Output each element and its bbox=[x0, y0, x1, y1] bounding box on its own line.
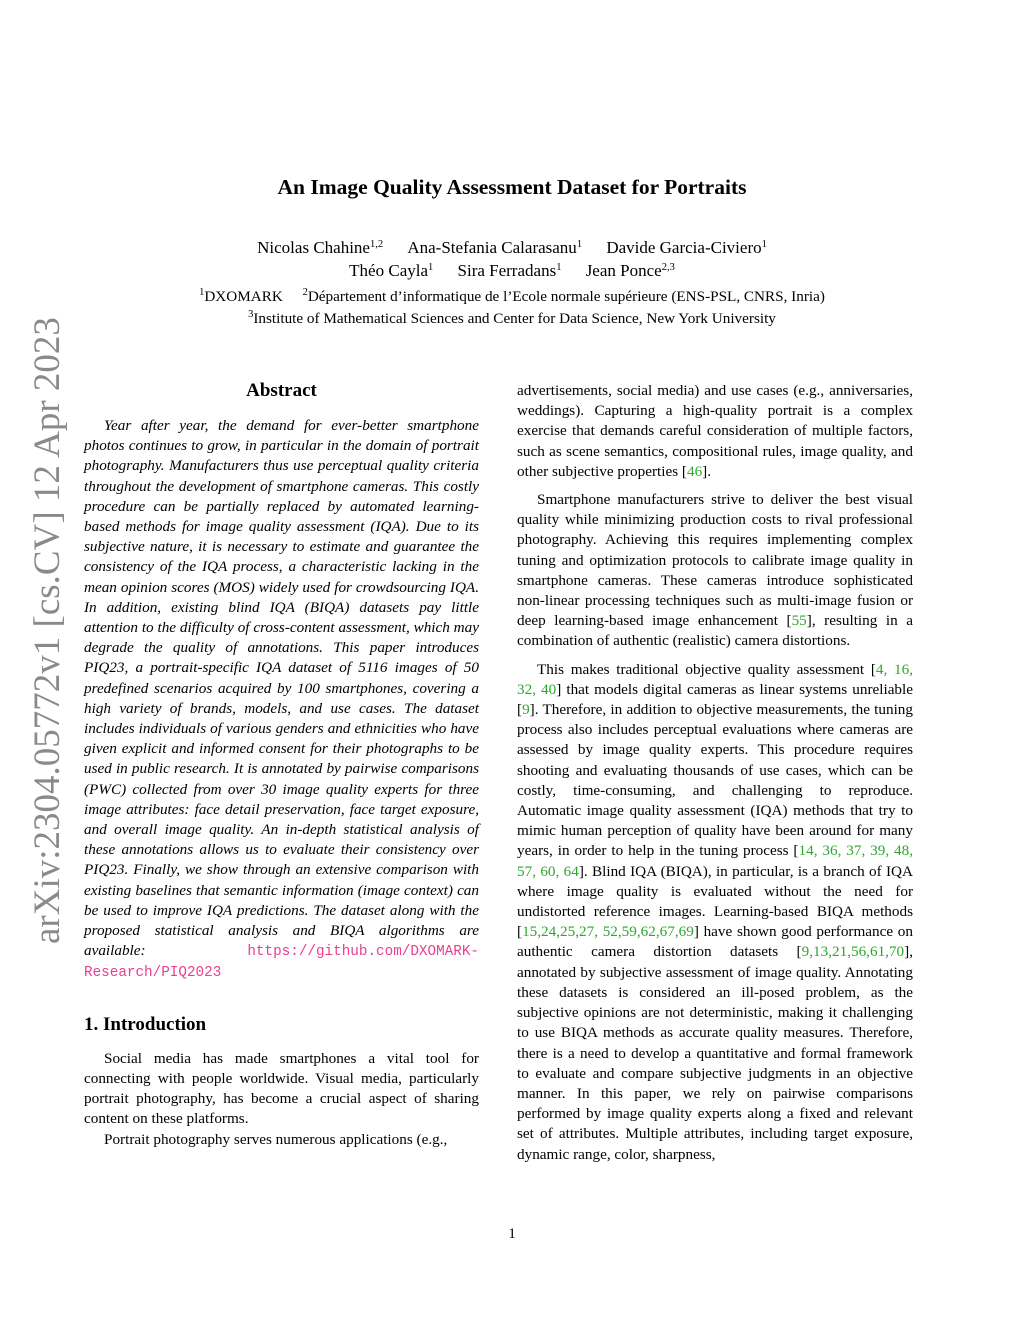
section-heading-introduction: 1. Introduction bbox=[84, 1013, 207, 1035]
author-name: Ana-Stefania Calarasanu bbox=[407, 238, 577, 257]
paper-title: An Image Quality Assessment Dataset for Portraits bbox=[277, 175, 747, 199]
author-name: Théo Cayla bbox=[349, 261, 429, 280]
arxiv-identifier-stamp: arXiv:2304.05772v1 [cs.CV] 12 Apr 2023 bbox=[27, 317, 68, 944]
abstract-heading: Abstract bbox=[246, 380, 317, 401]
citation-link[interactable]: 9 bbox=[522, 701, 530, 719]
author-row-2 bbox=[80, 259, 944, 282]
author-affiliation-mark: 2,3 bbox=[661, 262, 675, 273]
dataset-link[interactable]: https://github.com/DXOMARK-Research/PIQ2023 bbox=[84, 944, 479, 982]
body-paragraph bbox=[517, 381, 913, 482]
citation-link[interactable]: 14, 36, 37, 39, 48, 57, 60, 64 bbox=[517, 842, 913, 880]
affiliation-row-1 bbox=[80, 286, 944, 308]
author-affiliation-mark: 1 bbox=[556, 262, 562, 273]
author-name: Sira Ferradans bbox=[457, 261, 557, 280]
author-affiliation-mark: 1 bbox=[428, 262, 434, 273]
paragraph-text: ]. Therefore, in addition to objective measurements, the tuning process also includes perceptual evaluations where cameras are assessed by image quality experts. This procedure requires shooting and evaluating thousands of use cases, which can be costly, time-consuming, and challenging to reproduce. Automatic image quality assessment (IQA) methods that try to mimic human perception of quality have been around for many years, in order to help in the tuning process [ bbox=[517, 701, 913, 860]
affiliation-list bbox=[80, 286, 944, 330]
author-name: Davide Garcia-Civiero bbox=[606, 238, 762, 257]
affiliation-name: DXOMARK bbox=[204, 288, 283, 305]
citation-link[interactable]: 15,24,25,27, 52,59,62,67,69 bbox=[522, 923, 694, 941]
paragraph-text: advertisements, social media) and use cases (e.g., anniversaries, weddings). Capturing a high-quality portrait is a complex exercise that demands careful consideration of multiple factors, such as scene semantics, compositional rules, image quality, and other subjective properties [ bbox=[517, 382, 913, 480]
citation-link[interactable]: 55 bbox=[791, 612, 807, 630]
paragraph-text: ]. Blind IQA (BIQA), in particular, is a branch of IQA where image quality is evaluated without the need for undistorted reference images. Learning-based BIQA methods [ bbox=[517, 862, 913, 941]
paragraph-text: ] that models digital cameras as linear systems unreliable [ bbox=[517, 680, 913, 719]
author bbox=[349, 261, 433, 280]
affiliation-mark: 1 bbox=[199, 287, 205, 298]
right-column bbox=[517, 381, 913, 1173]
affiliation bbox=[303, 288, 825, 305]
left-column bbox=[84, 378, 479, 1150]
intro-paragraph-2: Portrait photography serves numerous applications (e.g., bbox=[104, 1130, 448, 1148]
author bbox=[257, 238, 383, 257]
author-name: Nicolas Chahine bbox=[257, 238, 370, 257]
affiliation bbox=[248, 310, 776, 327]
page-number: 1 bbox=[508, 1225, 516, 1242]
affiliation bbox=[199, 288, 283, 305]
paragraph-text: ] have shown good performance on authentic camera distortion datasets [ bbox=[517, 923, 913, 961]
author-affiliation-mark: 1 bbox=[576, 239, 583, 250]
citation-link[interactable]: 9,13,21,56,61,70 bbox=[801, 943, 905, 961]
author bbox=[458, 261, 562, 280]
affiliation-mark: 2 bbox=[302, 287, 308, 298]
author-affiliation-mark: 1 bbox=[761, 239, 767, 250]
abstract-text bbox=[84, 416, 479, 984]
paragraph-text: ]. bbox=[702, 462, 712, 480]
author bbox=[407, 238, 582, 257]
citation-link[interactable]: 46 bbox=[686, 462, 703, 480]
author-name: Jean Ponce bbox=[585, 261, 662, 280]
paragraph-text: ], annotated by subjective assessment of image quality. Annotating these datasets is considered an ill-posed problem, as the subjective opinions are not deterministic, making it challenging to use BIQA methods as accurate quality measures. Therefore, there is a need to develop a quantitative and formal framework to evaluate and compare subjective judgments in an objective manner. In this paper, we rely on pairwise comparisons performed by image quality experts along a fixed and relevant set of attributes. Multiple attributes, including target exposure, dynamic range, color, sharpness, bbox=[517, 943, 913, 1163]
affiliation-mark: 3 bbox=[248, 309, 254, 320]
body-paragraph bbox=[517, 490, 913, 652]
abstract-body: Year after year, the demand for ever-better smartphone photos continues to grow, in particular in the domain of portrait photography. Manufacturers thus use perceptual quality criteria throughout the development of smartphone cameras. This costly procedure can be partially replaced by automated learning-based methods for image quality assessment (IQA). Due to its subjective nature, it is necessary to estimate and guarantee the consistency of the IQA process, a characteristic lacking in the mean opinion scores (MOS) widely used for crowdsourcing IQA. In addition, existing blind IQA (BIQA) datasets pay little attention to the difficulty of cross-content assessment, which may degrade the quality of annotations. This paper introduces PIQ23, a portrait-specific IQA dataset of 5116 images of 50 predefined scenarios acquired by 100 smartphones, covering a high variety of brands, models, and use cases. The dataset includes individuals of various genders and ethnicities who have given explicit and informed consent for their photographs to be used in public research. It is annotated by pairwise comparisons (PWC) collected from over 30 image quality experts for three image attributes: face detail preservation, face target exposure, and overall image quality. An in-depth statistical analysis of these annotations allows us to evaluate their consistency over PIQ23. Finally, we show through an extensive comparison with existing baselines that semantic information (image context) can be used to improve IQA predictions. The dataset along with the proposed statistical analysis and BIQA algorithms are available: bbox=[84, 417, 479, 960]
author-affiliation-mark: 1,2 bbox=[369, 239, 384, 250]
affiliation-name: Institute of Mathematical Sciences and Center for Data Science, New York University bbox=[253, 310, 776, 327]
affiliation-row-2 bbox=[80, 308, 944, 330]
paragraph-text: ], resulting in a combination of authentic (realistic) camera distortions. bbox=[517, 612, 913, 650]
paper-header bbox=[80, 172, 944, 330]
paragraph-text: Smartphone manufacturers strive to deliver the best visual quality while minimizing production costs to rival professional photography. Achieving this requires implementing complex tuning and optimization protocols to calibrate image quality in smartphone cameras. These cameras introduce sophisticated non-linear processing techniques such as multi-image fusion or deep learning-based image enhancement [ bbox=[517, 491, 913, 630]
paragraph-text: This makes traditional objective quality assessment [ bbox=[537, 660, 876, 678]
author-list bbox=[80, 236, 944, 282]
affiliation-name: Département d’informatique de l’Ecole normale supérieure (ENS-PSL, CNRS, Inria) bbox=[307, 288, 825, 305]
intro-paragraph-1: Social media has made smartphones a vital tool for connecting with people worldwide. Visual media, particularly portrait photography, has become a crucial aspect of sharing content on these platforms. bbox=[84, 1049, 479, 1128]
body-paragraph bbox=[517, 660, 913, 1165]
author-row-1 bbox=[80, 236, 944, 259]
author bbox=[586, 261, 675, 280]
citation-link[interactable]: 4, 16, 32, 40 bbox=[517, 660, 913, 698]
author bbox=[606, 238, 767, 257]
